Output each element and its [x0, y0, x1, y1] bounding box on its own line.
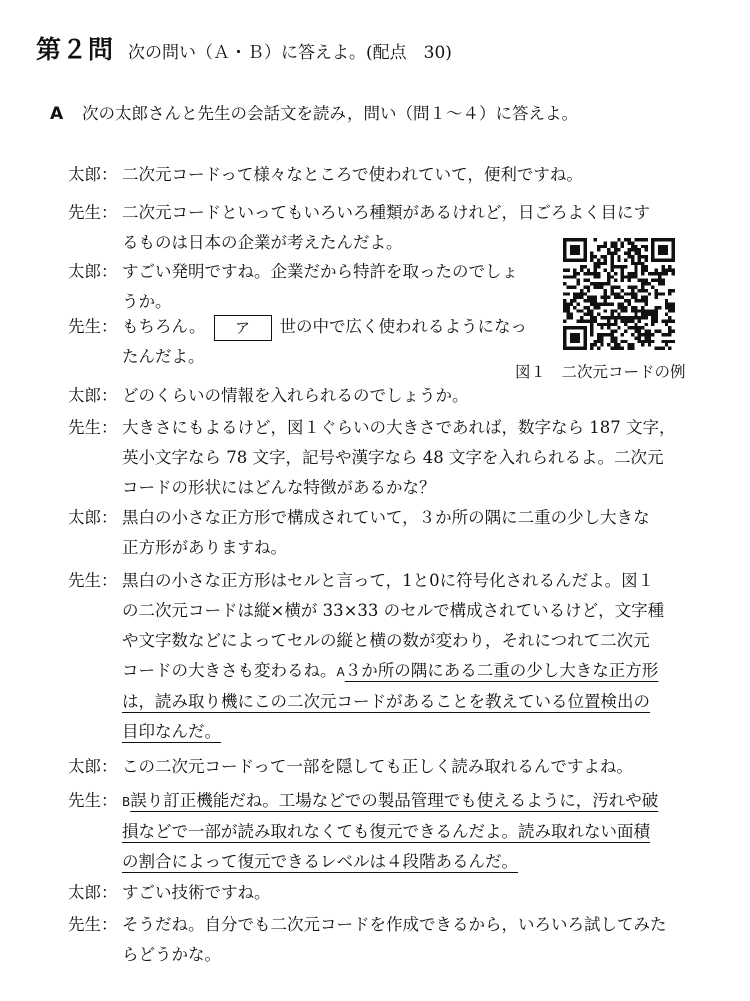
utterance: [122, 257, 518, 317]
utterance-line: すごい技術ですね。: [122, 883, 271, 902]
utterance-line: [122, 786, 658, 817]
utterance-line: 二次元コードといってもいろいろ種類があるけれど，日ごろよく目にす: [122, 203, 650, 222]
utterance-line: [122, 717, 664, 747]
utterance-line: コードの形状にはどんな特徴があるかな？: [122, 478, 436, 497]
speaker-label: 先生：: [68, 571, 118, 590]
utterance-line: この二次元コードって一部を隠しても正しく読み取れるんですよね。: [122, 757, 633, 776]
speaker-label: 先生：: [68, 915, 118, 934]
utterance-text: もちろん。: [122, 317, 206, 336]
qr-code-image: [563, 238, 675, 350]
underlined-passage-a: 目印なんだ。: [122, 722, 221, 741]
utterance: [122, 160, 583, 190]
section-a-label: A: [50, 104, 64, 124]
utterance: [122, 910, 667, 970]
utterance-line: そうだね。自分でも二次元コードを作成できるから，いろいろ試してみた: [122, 915, 667, 934]
dialog-turn-taro: [68, 160, 583, 190]
utterance-line: るものは日本の企業が考えたんだよ。: [122, 233, 403, 252]
question-description: 次の問い（Ａ・Ｂ）に答えよ。(配点 30): [128, 43, 452, 63]
question-header: [36, 30, 452, 66]
dialog-turn-teacher: [68, 910, 667, 970]
dialog-turn-taro: [68, 503, 650, 563]
question-number: 第２問: [36, 35, 115, 64]
utterance-line: どのくらいの情報を入れられるのでしょうか。: [122, 386, 469, 405]
utterance-line: [122, 847, 658, 877]
utterance-line: 二次元コードって様々なところで使われていて，便利ですね。: [122, 165, 583, 184]
underlined-passage-b: 誤り訂正機能だね。工場などでの製品管理でも使えるように，汚れや破: [130, 791, 659, 810]
utterance-line: [122, 656, 664, 687]
section-a-heading: [50, 100, 578, 124]
underline-marker-a: A: [336, 665, 345, 679]
speaker-label: 先生：: [68, 317, 118, 336]
utterance-line: 大きさにもよるけど，図１ぐらいの大きさであれば，数字なら 187 文字，: [122, 418, 676, 437]
utterance-line: や文字数などによってセルの縦と横の数が変わり，それにつれて二次元: [122, 631, 650, 650]
utterance-line: たんだよ。: [122, 347, 205, 366]
utterance-line: の二次元コードは縦×横が 33×33 のセルで構成されているけど，文字種: [122, 601, 665, 620]
utterance-line: らどうかな。: [122, 945, 221, 964]
speaker-label: 先生：: [68, 203, 118, 222]
dialog-turn-taro: [68, 381, 469, 411]
figure-caption: 図１ 二次元コードの例: [515, 363, 686, 381]
speaker-label: 太郎：: [68, 262, 118, 281]
underlined-passage-b: 損などで一部が読み取れなくても復元できるんだよ。読み取れない面積: [122, 822, 650, 841]
answer-box-a: ア: [214, 315, 272, 341]
dialog-turn-teacher: [68, 566, 664, 747]
utterance-line: [122, 312, 527, 342]
utterance: [122, 381, 469, 411]
speaker-label: 太郎：: [68, 165, 118, 184]
utterance: [122, 312, 527, 372]
dialog-turn-taro: [68, 878, 271, 908]
dialog-turn-teacher: [68, 413, 675, 503]
underlined-passage-b: の割合によって復元できるレベルは４段階あるんだ。: [122, 852, 518, 871]
utterance-text: 世の中で広く使われるようになっ: [279, 317, 527, 336]
utterance-line: 英小文字なら 78 文字，記号や漢字なら 48 文字を入れられるよ。二次元: [122, 448, 664, 467]
underlined-passage-a: ３か所の隅にある二重の少し大きな正方形: [344, 661, 659, 680]
underlined-passage-a: は，読み取り機にこの二次元コードがあることを教えている位置検出の: [122, 692, 650, 711]
speaker-label: 太郎：: [68, 883, 118, 902]
dialog-turn-teacher: [68, 786, 658, 877]
utterance-line: [122, 817, 658, 847]
utterance: [122, 503, 650, 563]
speaker-label: 太郎：: [68, 508, 118, 527]
utterance-line: 黒白の小さな正方形はセルと言って，1と0に符号化されるんだよ。図１: [122, 571, 655, 590]
speaker-label: 太郎：: [68, 386, 118, 405]
utterance: [122, 786, 658, 877]
utterance-text: コードの大きさも変わるね。: [122, 661, 337, 680]
utterance: [122, 413, 675, 503]
speaker-label: 太郎：: [68, 757, 118, 776]
utterance: [122, 752, 633, 782]
utterance-line: [122, 687, 664, 717]
utterance-line: 正方形がありますね。: [122, 538, 287, 557]
dialog-turn-teacher: [68, 312, 527, 372]
utterance-line: うか。: [122, 292, 172, 311]
dialog-turn-taro: [68, 752, 633, 782]
utterance-line: 黒白の小さな正方形で構成されていて，３か所の隅に二重の少し大きな: [122, 508, 650, 527]
speaker-label: 先生：: [68, 791, 118, 810]
underline-marker-b: B: [122, 795, 131, 809]
utterance: [122, 566, 664, 747]
dialog-turn-taro: [68, 257, 518, 317]
section-a-instruction: 次の太郎さんと先生の会話文を読み，問い（問１～４）に答えよ。: [82, 104, 578, 123]
utterance: [122, 878, 271, 908]
speaker-label: 先生：: [68, 418, 118, 437]
utterance-line: すごい発明ですね。企業だから特許を取ったのでしょ: [122, 262, 518, 281]
